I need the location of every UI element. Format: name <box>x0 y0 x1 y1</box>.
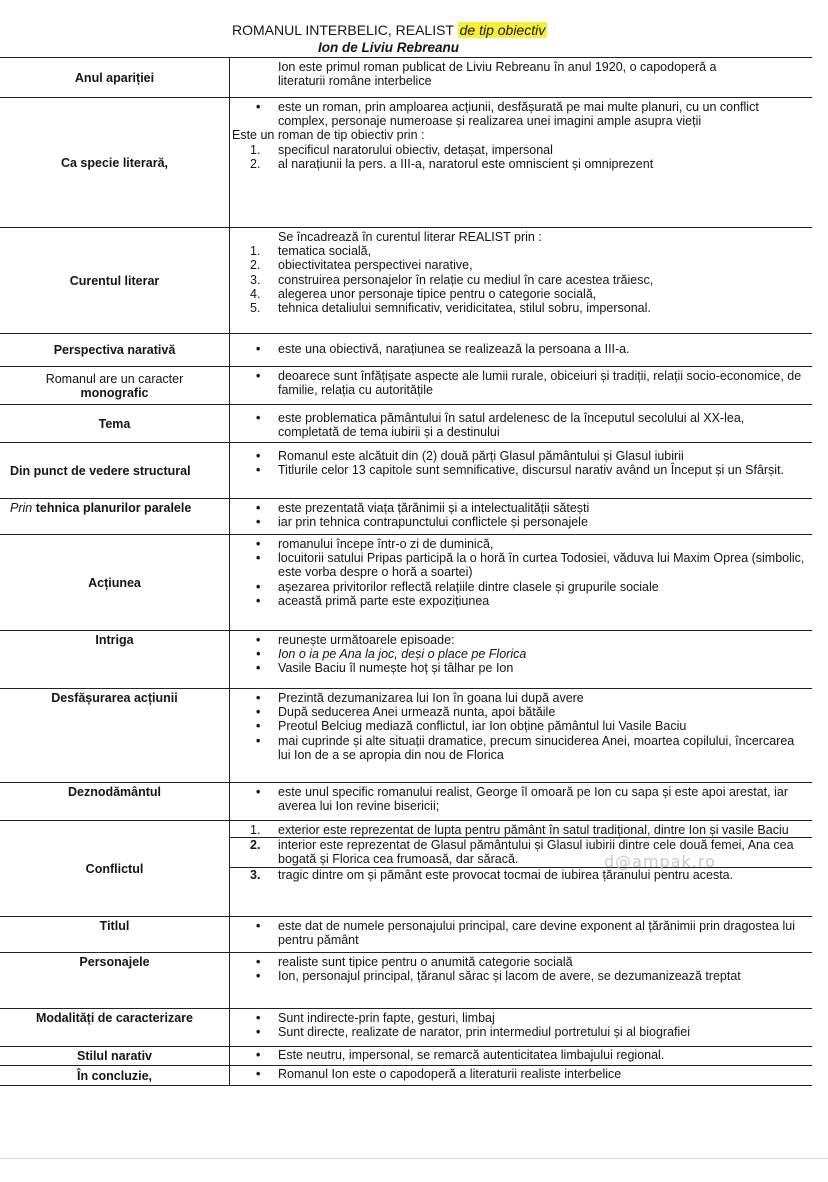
list-item: 3. construirea personajelor în relație cu mediul în care acestea trăiesc, <box>250 272 654 287</box>
list-item: • această primă parte este expozițiunea <box>230 594 806 608</box>
list-item: • locuitorii satului Pripas participă la o horă în curtea Todosiei, văduva lui Maxim Oprea (simbolic, este vorba despre o horă a soartei) <box>230 551 806 579</box>
row-label: Romanul are un caracter monografic <box>0 367 230 404</box>
row-curentul-literar <box>0 228 812 334</box>
list-item: • așezarea privitorilor reflectă relațiile dintre clasele și grupurile sociale <box>230 580 806 594</box>
list-item: • Romanul este alcătuit din (2) două părți Glasul pământului și Glasul iubirii <box>230 449 806 463</box>
row-label: Ca specie literară, <box>0 98 230 227</box>
row-content <box>230 443 812 498</box>
row-label: Intriga <box>0 631 230 688</box>
list-item: • este problematica pământului în satul ardelenesc de la începutul secolului al XX-lea, completată de tema iubirii și a destinului <box>230 411 806 439</box>
list-item: 3. tragic dintre om și pământ este provocat tocmai de iubirea țăranului pentru acesta. <box>230 867 812 882</box>
list-item: • reunește următoarele episoade: <box>230 633 806 647</box>
document-subtitle: Ion de Liviu Rebreanu <box>318 40 460 55</box>
list-item: 5. tehnica detaliului semnificativ, veridicitatea, stilul sobru, impersonal. <box>250 301 651 316</box>
watermark: d@ampak.ro <box>604 852 716 871</box>
row-content <box>230 689 812 782</box>
row-label: Personajele <box>0 953 230 1008</box>
list-item: • Este neutru, impersonal, se remarcă autenticitatea limbajului regional. <box>230 1048 806 1062</box>
list-item: • romanului începe într-o zi de duminică, <box>230 537 806 551</box>
list-item: 1. exterior este reprezentat de lupta pentru pământ în satul tradițional, dintre Ion și vasile Baciu <box>250 823 789 837</box>
row-label: În concluzie, <box>0 1066 230 1085</box>
list-item: • Prezintă dezumanizarea lui Ion în goana lui după avere <box>230 691 806 705</box>
row-titlul <box>0 917 812 953</box>
list-item: 4. alegerea unor personaje tipice pentru o categorie socială, <box>250 286 597 301</box>
list-item: 1. tematica socială, <box>250 244 372 259</box>
list-item: • Romanul Ion este o capodoperă a literaturii realiste interbelice <box>230 1067 806 1081</box>
page-edge-line <box>0 1158 828 1159</box>
list-item: 1. specificul naratorului obiectiv, detașat, impersonal <box>250 142 553 157</box>
list-item: • Vasile Baciu îl numește hoț și tâlhar pe Ion <box>230 661 806 675</box>
list-item: • este prezentată viața țărănimii și a intelectualității sătești <box>230 501 806 515</box>
row-content <box>230 783 812 820</box>
list-item: • este unul specific romanului realist, George îl omoară pe Ion cu sapa și este apoi arestat, iar averea lui Ion revine bisericii; <box>230 785 806 813</box>
row-label: Perspectiva narativă <box>0 334 230 366</box>
row-stilul-narativ <box>0 1047 812 1066</box>
text-line: literaturii române interbelice <box>278 74 432 89</box>
row-modalitati-caracterizare <box>0 1009 812 1047</box>
list-item: • este dat de numele personajului principal, care devine exponent al țărănimii prin dragostea lui pentru pământ <box>230 919 806 947</box>
list-item: 2. al narațiunii la pers. a III-a, naratorul este omniscient și omniprezent <box>250 156 654 171</box>
row-in-concluzie <box>0 1066 812 1086</box>
list-item: • Preotul Belciug mediază conflictul, iar Ion obține pământul lui Vasile Baciu <box>230 719 806 733</box>
row-label: Acțiunea <box>0 535 230 630</box>
text-line: Este un roman de tip obiectiv prin : <box>232 128 425 143</box>
row-specie-literara <box>0 98 812 228</box>
row-desfasurarea-actiunii <box>0 689 812 783</box>
list-item: 2. interior este reprezentat de Glasul pământului și Glasul iubirii dintre cele două femei, Ana cea bogată și Florica cea frumoasă, dar săracă. <box>230 837 812 866</box>
row-actiunea <box>0 535 812 631</box>
row-label: Titlul <box>0 917 230 952</box>
row-content <box>230 631 812 688</box>
list-item: • După seducerea Anei urmează nunta, apoi bătăile <box>230 705 806 719</box>
row-label: Tema <box>0 405 230 442</box>
row-content <box>230 58 812 97</box>
row-label: Modalități de caracterizare <box>0 1009 230 1046</box>
row-personajele <box>0 953 812 1009</box>
row-label: Prin tehnica planurilor paralele <box>0 499 230 534</box>
row-content <box>230 1047 812 1065</box>
row-deznodamantul <box>0 783 812 821</box>
row-content <box>230 334 812 366</box>
row-content <box>230 1009 812 1046</box>
text-line: Ion este primul roman publicat de Liviu Rebreanu în anul 1920, o capodoperă a <box>278 60 717 74</box>
row-content <box>230 98 812 227</box>
row-anul-aparitiei <box>0 58 812 98</box>
list-item: • Ion o ia pe Ana la joc, deși o place pe Florica <box>230 647 806 661</box>
row-caracter-monografic <box>0 367 812 405</box>
list-item: • mai cuprinde și alte situații dramatice, precum sinuciderea Anei, moartea copilului, încercarea lui Ion de a se apropia din nou de Florica <box>230 734 806 762</box>
title-text: ROMANUL INTERBELIC, REALIST <box>232 22 458 38</box>
row-intriga <box>0 631 812 689</box>
row-content <box>230 405 812 442</box>
list-item: • Titlurile celor 13 capitole sunt semnificative, discursul narativ având un Început și un Sfârșit. <box>230 463 806 477</box>
row-tema <box>0 405 812 443</box>
row-content <box>230 228 812 333</box>
row-label: Din punct de vedere structural <box>0 443 230 498</box>
list-item: • este una obiectivă, narațiunea se realizează la persoana a III-a. <box>230 342 806 356</box>
list-item: • iar prin tehnica contrapunctului conflictele și personajele <box>230 515 806 529</box>
row-structural <box>0 443 812 499</box>
row-label: Anul apariției <box>0 58 230 97</box>
row-label: Conflictul <box>0 821 230 916</box>
list-item: 2. obiectivitatea perspectivei narative, <box>250 258 473 273</box>
summary-table <box>0 57 812 1086</box>
row-content <box>230 821 812 916</box>
row-label: Deznodământul <box>0 783 230 820</box>
text-line: Se încadrează în curentul literar REALIST prin : <box>278 230 542 244</box>
list-item: • Sunt directe, realizate de narator, prin intermediul portretului și al biografiei <box>230 1025 806 1039</box>
row-content <box>230 1066 812 1085</box>
list-item: • deoarece sunt înfățișate aspecte ale lumii rurale, obiceiuri și tradiții, relații socio-economice, de familie, relația cu autoritățile <box>230 369 806 397</box>
list-item: • este un roman, prin amploarea acțiunii, desfășurată pe mai multe planuri, cu un conflict complex, personaje numeroase și realizarea unei imagini ample asupra vieții <box>230 100 806 128</box>
document-title <box>232 22 652 38</box>
row-label: Desfășurarea acțiunii <box>0 689 230 782</box>
list-item: • realiste sunt tipice pentru o anumită categorie socială <box>230 955 806 969</box>
list-item: • Sunt indirecte-prin fapte, gesturi, limbaj <box>230 1011 806 1025</box>
row-content <box>230 499 812 534</box>
row-content <box>230 367 812 404</box>
row-content <box>230 917 812 952</box>
row-label: Curentul literar <box>0 228 230 333</box>
row-label: Stilul narativ <box>0 1047 230 1065</box>
list-item: • Ion, personajul principal, țăranul sărac și lacom de avere, se dezumanizează treptat <box>230 969 806 983</box>
row-planuri-paralele <box>0 499 812 535</box>
row-content <box>230 953 812 1008</box>
title-highlight: de tip obiectiv <box>459 22 546 38</box>
row-content <box>230 535 812 630</box>
row-perspectiva-narativa <box>0 334 812 367</box>
